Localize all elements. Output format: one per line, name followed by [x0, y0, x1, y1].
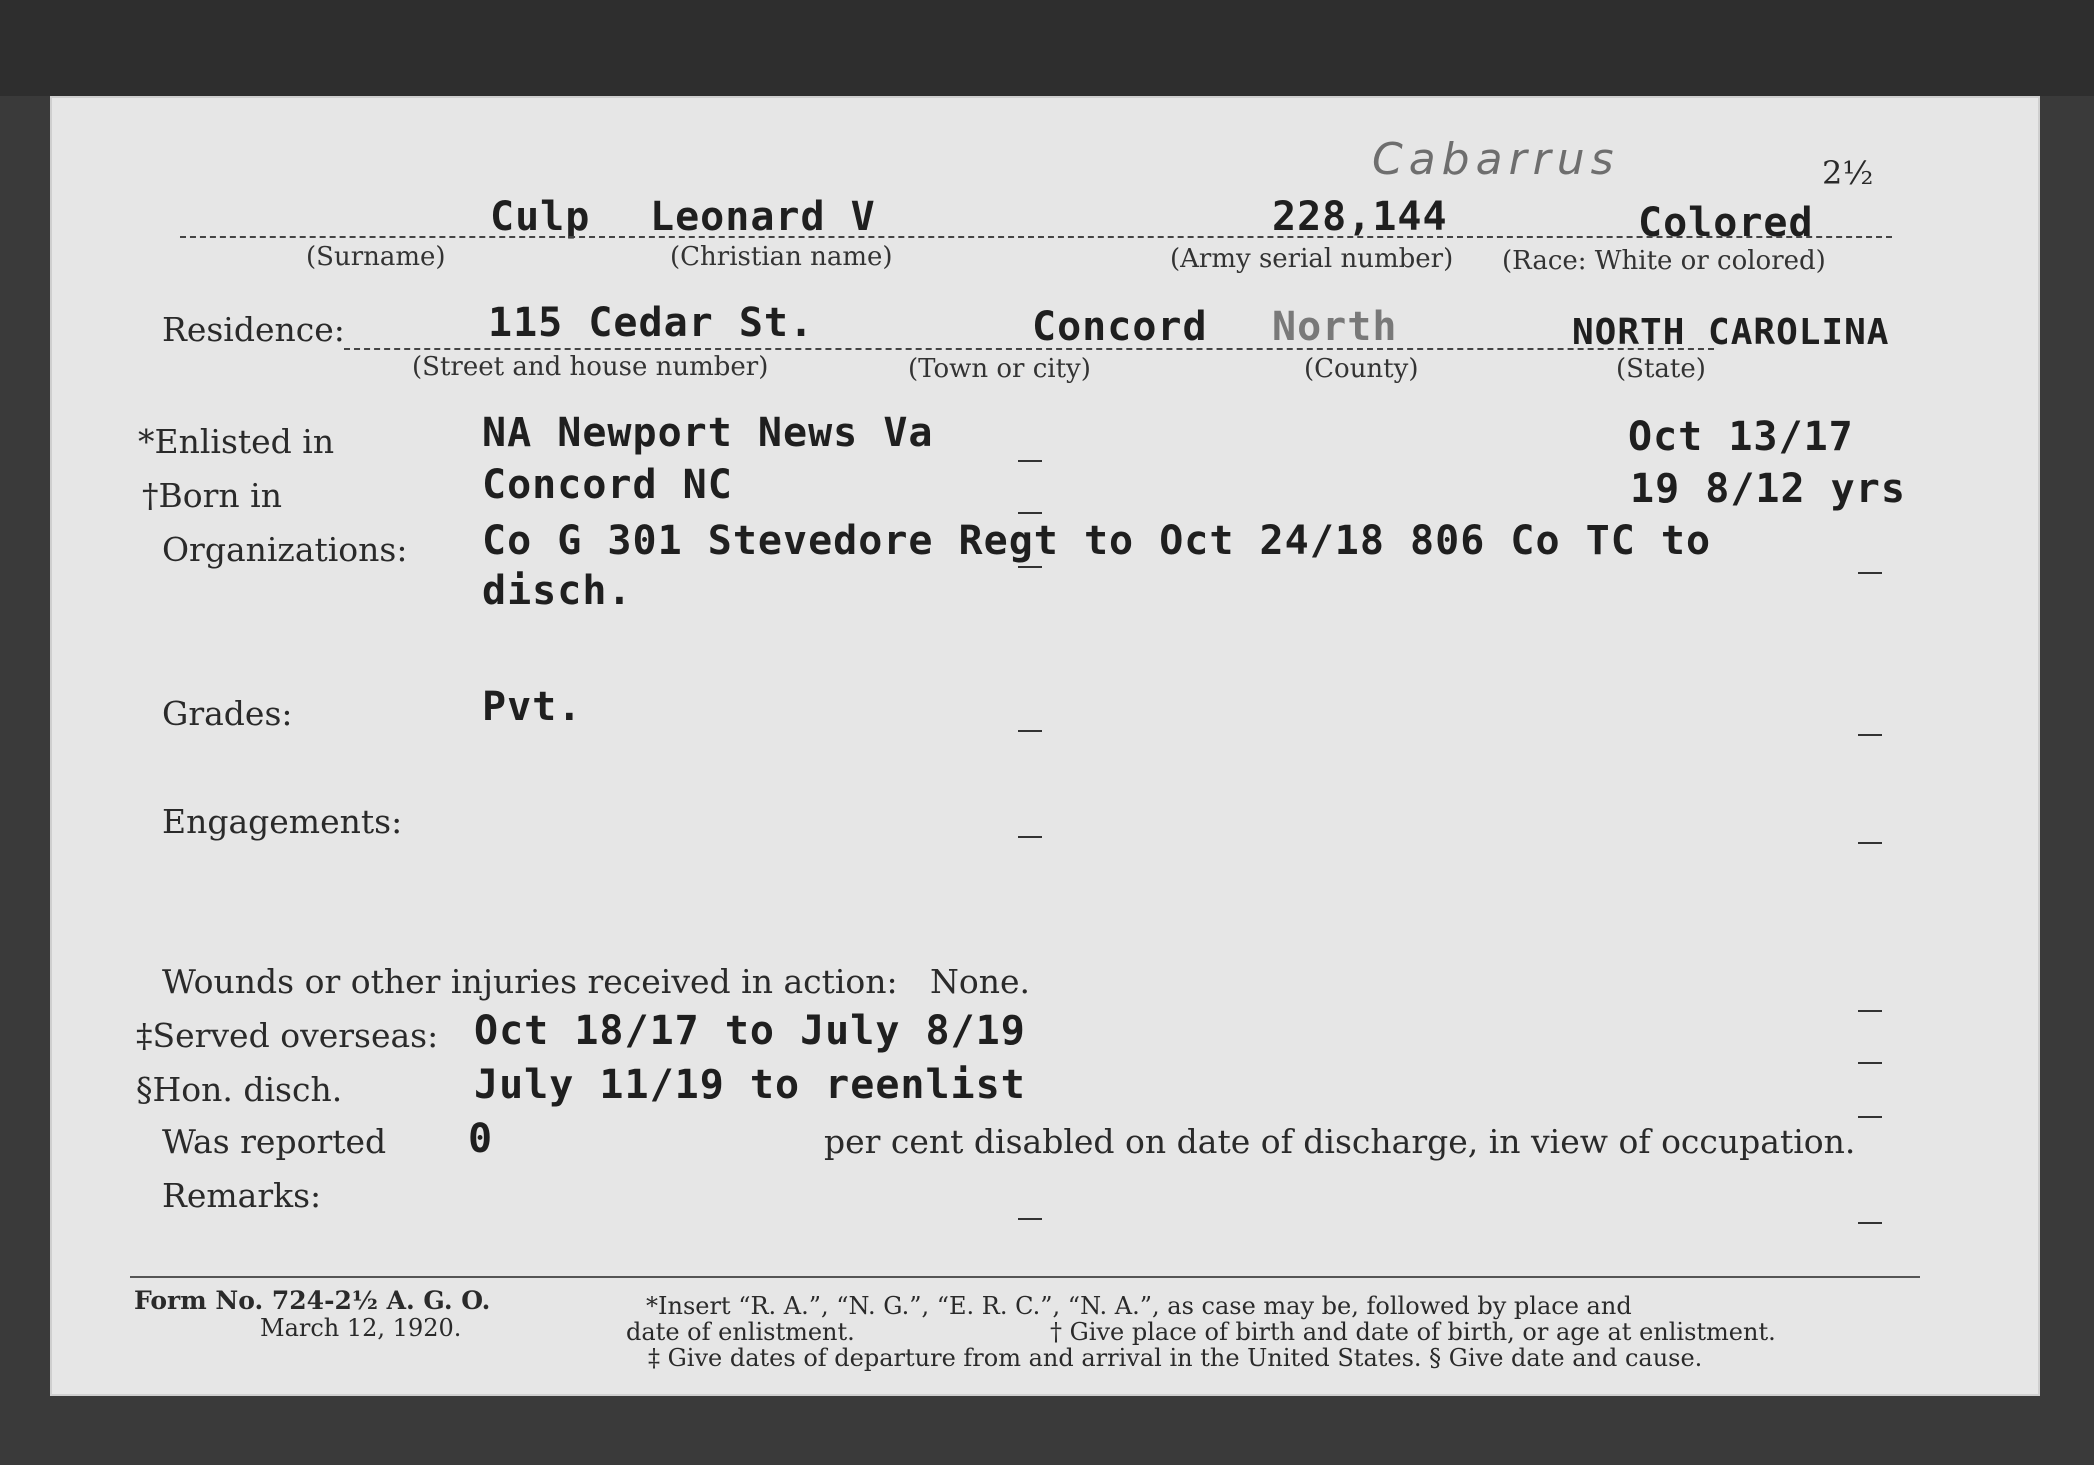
organizations-label: Organizations:: [162, 530, 408, 569]
surname-value: Culp: [490, 194, 591, 240]
state-caption: (State): [1616, 354, 1706, 384]
was-reported-value: 0: [468, 1116, 494, 1162]
town-value: Concord: [1032, 304, 1208, 350]
born-age: 19 8/12 yrs: [1630, 466, 1906, 512]
tick-mark: [1018, 730, 1042, 732]
organizations-value-line1: Co G 301 Stevedore Regt to Oct 24/18 806 Co TC to: [482, 518, 1712, 564]
county-value: North: [1272, 304, 1398, 350]
footnote-insert: *Insert “R. A.”, “N. G.”, “E. R. C.”, “N. A.”, as case may be, followed by place and: [646, 1292, 1632, 1320]
serial-caption: (Army serial number): [1170, 244, 1454, 274]
race-caption: (Race: White or colored): [1502, 246, 1826, 276]
tick-mark: [1858, 734, 1882, 736]
christian-name-value: Leonard V: [650, 194, 876, 240]
county-annotation: Cabarrus: [1372, 134, 1620, 185]
form-number: Form No. 724-2½ A. G. O.: [134, 1286, 491, 1315]
tick-mark: [1858, 842, 1882, 844]
served-overseas-label: ‡Served overseas:: [136, 1016, 439, 1055]
town-caption: (Town or city): [908, 354, 1091, 384]
grades-value: Pvt.: [482, 684, 583, 730]
county-caption: (County): [1304, 354, 1419, 384]
tick-mark: [1858, 1010, 1882, 1012]
residence-label: Residence:: [162, 310, 345, 349]
born-label: †Born in: [142, 476, 282, 515]
christian-name-caption: (Christian name): [670, 242, 893, 272]
footnote-birth: † Give place of birth and date of birth, or age at enlistment.: [1050, 1318, 1776, 1346]
tick-mark: [1018, 566, 1042, 568]
organizations-value-line2: disch.: [482, 568, 633, 614]
tick-mark: [1858, 1116, 1882, 1118]
remarks-label: Remarks:: [162, 1176, 322, 1215]
surname-caption: (Surname): [306, 242, 446, 272]
state-value: NORTH CAROLINA: [1572, 312, 1890, 353]
tick-mark: [1858, 1222, 1882, 1224]
grades-label: Grades:: [162, 694, 293, 733]
was-reported-label: Was reported: [162, 1122, 387, 1161]
street-value: 115 Cedar St.: [488, 300, 815, 346]
hon-disch-value: July 11/19 to reenlist: [474, 1062, 1026, 1108]
background-band: [0, 0, 2094, 96]
header-line: [180, 236, 1892, 238]
tick-mark: [1018, 836, 1042, 838]
tick-mark: [1018, 1218, 1042, 1220]
footnote-overseas: ‡ Give dates of departure from and arrival in the United States. § Give date and cause.: [648, 1344, 1703, 1372]
disabled-text: per cent disabled on date of discharge, in view of occupation.: [824, 1122, 1856, 1161]
race-value: Colored: [1638, 200, 1814, 246]
wounds-label: Wounds or other injuries received in action:: [162, 962, 898, 1001]
served-overseas-value: Oct 18/17 to July 8/19: [474, 1008, 1026, 1054]
record-card: [50, 96, 2040, 1396]
tick-mark: [1018, 512, 1042, 514]
footnote-enlistment-date: date of enlistment.: [626, 1318, 855, 1346]
tick-mark: [1018, 460, 1042, 462]
born-value: Concord NC: [482, 462, 733, 508]
serial-number-value: 228,144: [1272, 194, 1448, 240]
footer-rule: [130, 1276, 1920, 1278]
enlisted-value: NA Newport News Va: [482, 410, 934, 456]
engagements-label: Engagements:: [162, 802, 403, 841]
residence-line: [344, 348, 1714, 350]
wounds-value: None.: [930, 962, 1031, 1001]
street-caption: (Street and house number): [412, 352, 769, 382]
page-mark: 2½: [1822, 154, 1874, 192]
enlisted-label: *Enlisted in: [138, 422, 335, 461]
enlisted-date: Oct 13/17: [1628, 414, 1854, 460]
form-date: March 12, 1920.: [260, 1314, 462, 1342]
tick-mark: [1858, 572, 1882, 574]
hon-disch-label: §Hon. disch.: [136, 1070, 343, 1109]
tick-mark: [1858, 1062, 1882, 1064]
